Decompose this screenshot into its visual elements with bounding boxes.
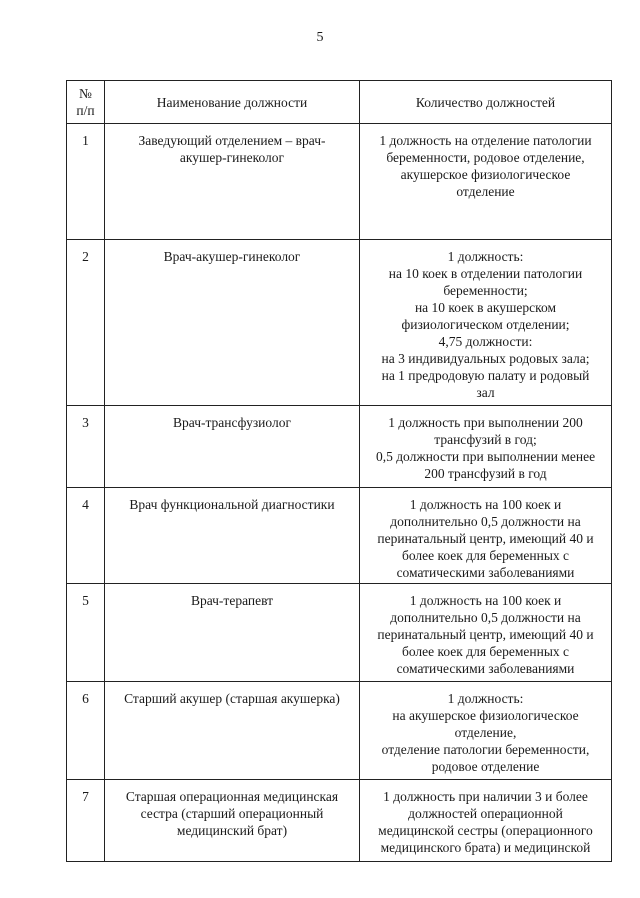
position-count-line: на 10 коек в отделении патологии	[388, 266, 583, 281]
position-name-line: Старший акушер (старшая акушерка)	[124, 691, 340, 706]
table-row	[67, 780, 612, 862]
header-number	[67, 81, 105, 124]
row-number: 7	[67, 780, 105, 862]
position-count-line: 1 должность при выполнении 200	[388, 415, 583, 430]
row-number: 1	[67, 124, 105, 240]
position-name-line: Врач-терапевт	[190, 593, 274, 608]
position-count-line: 1 должность на 100 коек и	[409, 593, 562, 608]
table-row	[67, 406, 612, 488]
table-row	[67, 584, 612, 682]
position-count-cell	[360, 406, 612, 488]
position-count-line: 1 должность при наличии 3 и более	[383, 789, 588, 804]
position-count-line: физиологическом отделении;	[401, 317, 570, 332]
position-name-line: Врач-трансфузиолог	[173, 415, 291, 430]
table-header	[67, 81, 612, 124]
position-count-line: более коек для беременных с	[401, 548, 570, 563]
position-name-cell	[105, 124, 360, 240]
row-number: 5	[67, 584, 105, 682]
row-number: 2	[67, 240, 105, 406]
position-count-line: 4,75 должности:	[438, 334, 533, 349]
position-count-line: перинатальный центр, имеющий 40 и	[377, 627, 594, 642]
page-number: 5	[316, 30, 324, 45]
table-row	[67, 682, 612, 780]
header-position: Наименование должности	[105, 81, 360, 124]
position-count-cell	[360, 682, 612, 780]
position-name-cell	[105, 584, 360, 682]
position-count-line: на 10 коек в акушерском	[414, 300, 557, 315]
table-body	[67, 124, 612, 862]
position-count-line: дополнительно 0,5 должности на	[390, 514, 581, 529]
position-name-cell	[105, 406, 360, 488]
position-name-cell	[105, 240, 360, 406]
position-count-line: 1 должность:	[447, 691, 524, 706]
position-count-line: соматическими заболеваниями	[396, 565, 575, 580]
position-count-line: беременности, родовое отделение,	[386, 150, 585, 165]
position-count-line: на 1 предродовую палату и родовый	[381, 368, 590, 383]
position-name-line: акушер-гинеколог	[179, 150, 285, 165]
position-name-line: Врач функциональной диагностики	[129, 497, 335, 512]
position-count-line: трансфузий в год;	[434, 432, 537, 447]
header-number-abbr: п/п	[76, 103, 95, 118]
position-count-line: более коек для беременных с	[401, 644, 570, 659]
position-name-line: медицинский брат)	[176, 823, 288, 838]
position-name-line: Заведующий отделением – врач-	[138, 133, 326, 148]
position-count-line: акушерское физиологическое	[400, 167, 571, 182]
position-count-line: должностей операционной	[408, 806, 563, 821]
position-name-cell	[105, 780, 360, 862]
position-count-cell	[360, 780, 612, 862]
position-count-line: 0,5 должности при выполнении менее	[375, 449, 596, 464]
staffing-table	[66, 80, 612, 862]
position-count-line: родовое отделение	[431, 759, 540, 774]
position-count-line: 1 должность:	[447, 249, 524, 264]
position-name-cell	[105, 488, 360, 584]
position-count-line: 1 должность на 100 коек и	[409, 497, 562, 512]
position-count-line: 1 должность на отделение патологии	[379, 133, 592, 148]
table-row	[67, 488, 612, 584]
position-count-line: беременности;	[443, 283, 528, 298]
header-number-symbol: №	[79, 86, 92, 101]
position-count-line: на акушерское физиологическое	[392, 708, 579, 723]
position-count-line: соматическими заболеваниями	[396, 661, 575, 676]
position-name-line: сестра (старший операционный	[140, 806, 324, 821]
header-count: Количество должностей	[360, 81, 612, 124]
position-count-cell	[360, 240, 612, 406]
row-number: 4	[67, 488, 105, 584]
position-name-line: Врач-акушер-гинеколог	[163, 249, 301, 264]
position-count-line: медицинской сестры (операционного	[378, 823, 593, 838]
position-name-cell	[105, 682, 360, 780]
position-count-line: медицинского брата) и медицинской	[380, 840, 591, 855]
header-row	[67, 81, 612, 124]
position-name-line: Старшая операционная медицинская	[125, 789, 339, 804]
position-count-cell	[360, 584, 612, 682]
position-count-line: перинатальный центр, имеющий 40 и	[377, 531, 594, 546]
position-count-cell	[360, 124, 612, 240]
row-number: 6	[67, 682, 105, 780]
position-count-line: дополнительно 0,5 должности на	[390, 610, 581, 625]
table-row	[67, 124, 612, 240]
position-count-line: отделение,	[454, 725, 517, 740]
position-count-line: отделение	[456, 184, 515, 199]
position-count-cell	[360, 488, 612, 584]
position-count-line: 200 трансфузий в год	[424, 466, 547, 481]
row-number: 3	[67, 406, 105, 488]
position-count-line: отделение патологии беременности,	[381, 742, 590, 757]
position-count-line: на 3 индивидуальных родовых зала;	[381, 351, 590, 366]
position-count-line: зал	[476, 385, 495, 400]
table-row	[67, 240, 612, 406]
